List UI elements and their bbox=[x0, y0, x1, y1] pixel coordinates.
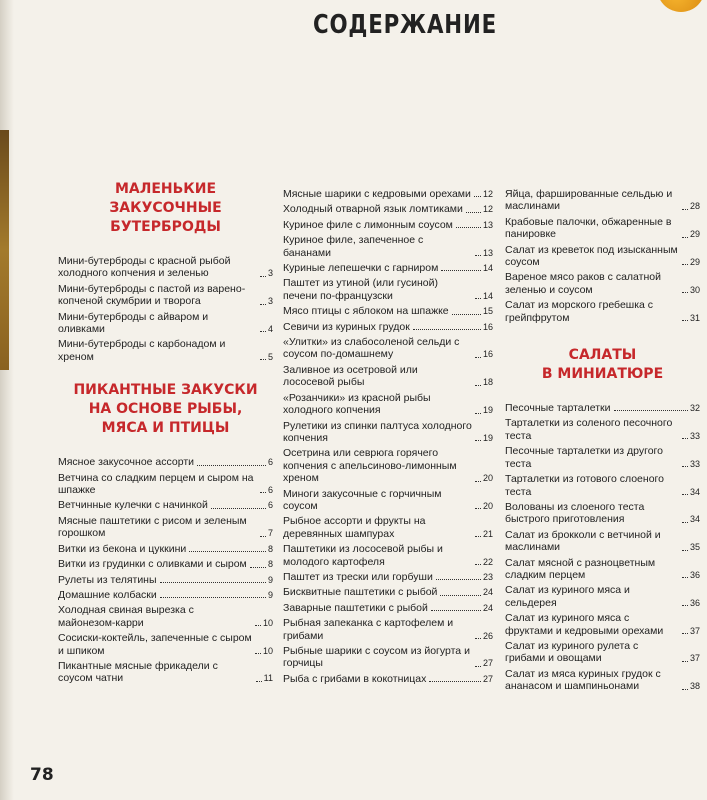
toc-entry bbox=[283, 364, 493, 389]
toc-entry-title: Паштетики из лососевой рыбы и молодого картофеля bbox=[283, 543, 443, 568]
toc-entry-page: 5 bbox=[267, 351, 273, 362]
toc-entry bbox=[283, 488, 493, 513]
toc-entry bbox=[283, 543, 493, 568]
dot-leader bbox=[260, 536, 266, 537]
toc-entry-page: 15 bbox=[482, 306, 493, 317]
toc-entry-title: Осетрина или севрюга горячего копчения с апельсиново-лимонным хреном bbox=[283, 447, 457, 485]
toc-entry-page: 32 bbox=[689, 403, 700, 414]
dot-leader bbox=[440, 595, 481, 596]
toc-entry-title: Сосиски-коктейль, запеченные с сыром и шпиком bbox=[58, 632, 252, 657]
toc-entry bbox=[505, 244, 700, 269]
toc-entry-page: 29 bbox=[689, 257, 700, 268]
toc-entry-title: Волованы из слоеного теста быстрого приготовления bbox=[505, 500, 645, 526]
toc-entry bbox=[58, 283, 273, 308]
dot-leader bbox=[441, 270, 481, 271]
dot-leader bbox=[475, 536, 481, 537]
dot-leader bbox=[682, 466, 688, 467]
toc-entry bbox=[283, 602, 493, 614]
dot-leader bbox=[475, 385, 481, 386]
toc-list-spicy-snacks bbox=[58, 456, 273, 685]
dot-leader bbox=[682, 438, 688, 439]
toc-entry bbox=[505, 529, 700, 554]
dot-leader bbox=[475, 564, 481, 565]
toc-entry-page: 27 bbox=[482, 673, 493, 684]
toc-entry-title: Мини-бутерброды с айваром и оливками bbox=[58, 310, 209, 336]
page-title: СОДЕРЖАНИЕ bbox=[312, 10, 497, 40]
toc-entry bbox=[58, 456, 273, 468]
toc-entry-page: 11 bbox=[263, 673, 273, 684]
toc-entry bbox=[505, 188, 700, 213]
toc-entry-page: 10 bbox=[262, 617, 273, 628]
toc-entry-title: Ветчина со сладким перцем и сыром на шпажке bbox=[58, 471, 254, 497]
toc-entry-title: Рыбные шарики с соусом из йогурта и горчицы bbox=[283, 645, 470, 670]
toc-entry-title: Салат мясной с разноцветным сладким перцем bbox=[505, 556, 656, 581]
toc-entry-title: Крабовые палочки, обжаренные в панировке bbox=[505, 215, 672, 241]
toc-entry bbox=[505, 473, 700, 498]
toc-entry-title: Песочные тарталетки из другого теста bbox=[505, 445, 663, 470]
page-number: 78 bbox=[30, 765, 54, 785]
toc-entry-page: 3 bbox=[267, 296, 273, 307]
toc-entry bbox=[283, 447, 493, 484]
toc-entry-title: Паштет из трески или горбуши bbox=[283, 570, 433, 583]
section-heading-spicy-snacks: ПИКАНТНЫЕ ЗАКУСКИ НА ОСНОВЕ РЫБЫ, МЯСА И ПТИЦЫ bbox=[73, 382, 258, 437]
toc-entry-title: Рыбная запеканка с картофелем и грибами bbox=[283, 617, 454, 642]
toc-entry-title: Яйца, фаршированные сельдью и маслинами bbox=[505, 188, 673, 213]
toc-entry bbox=[58, 472, 273, 497]
dot-leader bbox=[475, 440, 481, 441]
toc-entry-page: 6 bbox=[267, 457, 273, 468]
toc-entry-title: Салат из куриного мяса и сельдерея bbox=[505, 584, 630, 609]
toc-entry bbox=[283, 336, 493, 361]
section-heading-mini-salads: САЛАТЫ В МИНИАТЮРЕ bbox=[541, 347, 664, 383]
toc-entry bbox=[505, 668, 700, 693]
toc-entry-page: 20 bbox=[482, 473, 493, 484]
toc-list-mini-salads bbox=[505, 402, 700, 693]
toc-entry-title: Рулеты из телятины bbox=[58, 573, 157, 586]
dot-leader bbox=[475, 666, 481, 667]
toc-entry-title: Домашние колбаски bbox=[58, 588, 157, 601]
dot-leader bbox=[682, 633, 688, 634]
dot-leader bbox=[475, 413, 481, 414]
toc-entry bbox=[283, 262, 493, 274]
toc-entry bbox=[283, 321, 493, 333]
toc-entry bbox=[58, 589, 273, 601]
toc-entry-title: Куриное филе с лимонным соусом bbox=[283, 218, 453, 231]
toc-entry-page: 14 bbox=[482, 290, 493, 301]
dot-leader bbox=[682, 264, 688, 265]
toc-entry-page: 12 bbox=[482, 204, 493, 215]
toc-entry bbox=[58, 632, 273, 657]
toc-entry bbox=[283, 305, 493, 317]
toc-entry-title: Мини-бутерброды с пастой из варено-копченой скумбрии и творога bbox=[58, 282, 246, 308]
toc-entry-title: Мини-бутерброды с красной рыбой холодного копчения и зеленью bbox=[58, 255, 231, 280]
toc-entry-page: 7 bbox=[267, 528, 273, 539]
toc-entry-page: 9 bbox=[267, 589, 273, 600]
toc-entry bbox=[505, 557, 700, 582]
section-heading-mini-sandwiches: МАЛЕНЬКИЕ ЗАКУСОЧНЫЕ БУТЕРБРОДЫ bbox=[109, 181, 222, 235]
dot-leader bbox=[682, 550, 688, 551]
toc-entry bbox=[505, 640, 700, 665]
toc-entry bbox=[283, 586, 493, 598]
toc-entry bbox=[283, 234, 493, 259]
toc-entry-title: Рулетики из спинки палтуса холодного копчения bbox=[283, 419, 472, 444]
dot-leader bbox=[682, 577, 688, 578]
toc-entry-title: Салат из брокколи с ветчиной и маслинами bbox=[505, 528, 661, 554]
dot-leader bbox=[431, 610, 481, 611]
dot-leader bbox=[189, 551, 266, 552]
dot-leader bbox=[160, 582, 266, 583]
dot-leader bbox=[255, 625, 261, 626]
dot-leader bbox=[211, 508, 266, 509]
toc-entry-page: 28 bbox=[689, 201, 700, 212]
dot-leader bbox=[682, 494, 688, 495]
toc-entry-page: 8 bbox=[267, 543, 273, 554]
toc-entry-title: Мясное закусочное ассорти bbox=[58, 456, 194, 469]
toc-entry bbox=[505, 584, 700, 609]
toc-entry-title: Миноги закусочные с горчичным соусом bbox=[283, 487, 442, 512]
toc-column-3 bbox=[505, 188, 700, 696]
toc-entry-page: 27 bbox=[482, 658, 493, 669]
toc-entry-title: Заварные паштетики с рыбой bbox=[283, 601, 428, 614]
toc-entry-title: Мясо птицы с яблоком на шпажке bbox=[283, 305, 449, 318]
toc-entry-title: Пикантные мясные фрикадели с соусом чатни bbox=[58, 659, 218, 685]
toc-entry-title: Витки из бекона и цуккини bbox=[58, 542, 187, 555]
toc-entry-page: 30 bbox=[689, 284, 700, 295]
toc-entry bbox=[505, 417, 700, 442]
page-binding-shadow bbox=[0, 0, 14, 800]
toc-entry-page: 19 bbox=[482, 432, 493, 443]
toc-entry bbox=[505, 271, 700, 296]
toc-entry-page: 13 bbox=[482, 247, 493, 258]
toc-entry-title: «Розанчики» из красной рыбы холодного копчения bbox=[283, 391, 431, 417]
toc-entry bbox=[283, 571, 493, 583]
toc-entry-title: Салат из морского гребешка с грейпфрутом bbox=[505, 299, 654, 324]
dot-leader bbox=[682, 661, 688, 662]
toc-entry-page: 31 bbox=[689, 312, 700, 323]
dot-leader bbox=[413, 329, 481, 330]
toc-entry-title: Тарталетки из соленого песочного теста bbox=[505, 417, 673, 442]
toc-entry bbox=[58, 515, 273, 540]
toc-entry-page: 38 bbox=[689, 681, 700, 692]
toc-entry-title: Куриное филе, запеченное с бананами bbox=[283, 234, 424, 259]
dot-leader bbox=[436, 579, 481, 580]
dot-leader bbox=[260, 276, 266, 277]
toc-entry-page: 9 bbox=[267, 574, 273, 585]
toc-entry bbox=[505, 402, 700, 414]
toc-entry-title: Бисквитные паштетики с рыбой bbox=[283, 586, 438, 599]
toc-entry-page: 8 bbox=[267, 559, 273, 570]
toc-entry bbox=[58, 499, 273, 511]
toc-entry bbox=[283, 645, 493, 670]
dot-leader bbox=[682, 522, 688, 523]
toc-entry-title: Салат из куриного рулета с грибами и овощами bbox=[505, 639, 639, 665]
toc-entry-title: Витки из грудинки с оливками и сыром bbox=[58, 558, 247, 571]
toc-entry-page: 6 bbox=[267, 485, 273, 496]
toc-entry-page: 36 bbox=[689, 597, 700, 608]
toc-entry bbox=[283, 203, 493, 215]
toc-column-2 bbox=[283, 188, 493, 688]
toc-entry-title: Мясные шарики с кедровыми орехами bbox=[283, 188, 471, 200]
toc-entry bbox=[505, 216, 700, 241]
toc-entry bbox=[283, 188, 493, 200]
toc-entry-title: Заливное из осетровой или лососевой рыбы bbox=[283, 363, 418, 389]
dot-leader bbox=[466, 212, 481, 213]
toc-entry bbox=[505, 612, 700, 637]
toc-entry-page: 33 bbox=[689, 430, 700, 441]
toc-entry-page: 33 bbox=[689, 458, 700, 469]
toc-entry-page: 16 bbox=[482, 349, 493, 360]
toc-entry-page: 24 bbox=[482, 602, 493, 613]
toc-entry-page: 26 bbox=[482, 630, 493, 641]
dot-leader bbox=[682, 320, 688, 321]
toc-entry-page: 23 bbox=[482, 571, 493, 582]
toc-entry-title: Мясные паштетики с рисом и зеленым горошком bbox=[58, 514, 247, 540]
toc-entry-page: 4 bbox=[267, 324, 273, 335]
toc-entry bbox=[58, 660, 273, 685]
toc-entry-title: Куриные лепешечки с гарниром bbox=[283, 262, 439, 275]
toc-entry bbox=[505, 299, 700, 324]
dot-leader bbox=[260, 304, 266, 305]
dot-leader bbox=[474, 196, 481, 197]
toc-entry bbox=[58, 338, 273, 363]
toc-list-column-3-top bbox=[505, 188, 700, 324]
toc-entry-page: 14 bbox=[482, 263, 493, 274]
toc-entry-page: 37 bbox=[689, 653, 700, 664]
toc-entry bbox=[58, 311, 273, 336]
toc-entry bbox=[283, 420, 493, 445]
toc-entry-title: Мини-бутерброды с карбонадом и хреном bbox=[58, 338, 226, 363]
toc-entry-title: Вареное мясо раков с салатной зеленью и соусом bbox=[505, 271, 661, 296]
dot-leader bbox=[475, 481, 481, 482]
dot-leader bbox=[456, 227, 481, 228]
dot-leader bbox=[250, 567, 266, 568]
toc-entry bbox=[283, 277, 493, 302]
toc-entry-title: «Улитки» из слабосоленой сельди с соусом по-домашнему bbox=[283, 336, 460, 361]
toc-entry bbox=[58, 604, 273, 629]
toc-entry bbox=[58, 574, 273, 586]
dot-leader bbox=[255, 653, 261, 654]
toc-entry-page: 34 bbox=[689, 514, 700, 525]
toc-entry-page: 37 bbox=[689, 625, 700, 636]
toc-entry bbox=[283, 617, 493, 642]
dot-leader bbox=[475, 357, 481, 358]
toc-entry bbox=[58, 543, 273, 555]
toc-entry bbox=[58, 558, 273, 570]
toc-entry bbox=[283, 673, 493, 685]
binding-ribbon bbox=[0, 130, 9, 370]
toc-entry bbox=[505, 501, 700, 526]
dot-leader bbox=[452, 314, 481, 315]
toc-entry-page: 12 bbox=[482, 189, 493, 199]
toc-entry-page: 19 bbox=[482, 405, 493, 416]
toc-entry-title: Холодная свиная вырезка с майонезом-карри bbox=[58, 604, 194, 629]
toc-entry-page: 22 bbox=[482, 556, 493, 567]
toc-entry bbox=[283, 515, 493, 540]
dot-leader bbox=[256, 681, 262, 682]
toc-entry-title: Холодный отварной язык ломтиками bbox=[283, 203, 463, 216]
toc-entry-title: Рыбное ассорти и фрукты на деревянных шампурах bbox=[283, 515, 426, 540]
dot-leader bbox=[682, 605, 688, 606]
toc-entry-page: 16 bbox=[482, 321, 493, 332]
toc-entry-page: 6 bbox=[267, 500, 273, 511]
toc-list-column-2 bbox=[283, 188, 493, 685]
toc-entry-title: Салат из куриного мяса с фруктами и кедровыми орехами bbox=[505, 612, 664, 637]
dot-leader bbox=[475, 508, 481, 509]
dot-leader bbox=[614, 410, 688, 411]
dot-leader bbox=[682, 237, 688, 238]
toc-entry-page: 36 bbox=[689, 569, 700, 580]
toc-entry-title: Песочные тарталетки bbox=[505, 402, 611, 415]
toc-entry bbox=[283, 219, 493, 231]
toc-entry-title: Ветчинные кулечки с начинкой bbox=[58, 499, 208, 512]
toc-entry-title: Паштет из утиной (или гусиной) печени по-французски bbox=[283, 277, 439, 302]
toc-entry bbox=[58, 255, 273, 280]
dot-leader bbox=[260, 359, 266, 360]
toc-entry-title: Салат из креветок под изысканным соусом bbox=[505, 243, 678, 269]
toc-entry-page: 18 bbox=[482, 377, 493, 388]
dot-leader bbox=[682, 292, 688, 293]
dot-leader bbox=[429, 681, 481, 682]
toc-entry-title: Рыба с грибами в кокотницах bbox=[283, 672, 427, 685]
dot-leader bbox=[682, 689, 688, 690]
toc-column-1 bbox=[58, 180, 273, 688]
toc-list-mini-sandwiches bbox=[58, 255, 273, 363]
toc-entry-page: 35 bbox=[689, 542, 700, 553]
toc-entry-page: 20 bbox=[482, 500, 493, 511]
dot-leader bbox=[260, 331, 266, 332]
toc-entry bbox=[505, 445, 700, 470]
toc-entry bbox=[283, 392, 493, 417]
corner-decoration bbox=[657, 0, 705, 12]
dot-leader bbox=[475, 255, 481, 256]
toc-entry-page: 34 bbox=[689, 486, 700, 497]
toc-entry-page: 13 bbox=[482, 219, 493, 230]
dot-leader bbox=[260, 492, 266, 493]
toc-entry-title: Тарталетки из готового слоеного теста bbox=[505, 473, 664, 498]
dot-leader bbox=[160, 597, 266, 598]
dot-leader bbox=[475, 298, 481, 299]
toc-entry-title: Салат из мяса куриных грудок с ананасом и шампиньонами bbox=[505, 667, 661, 693]
dot-leader bbox=[475, 638, 481, 639]
toc-entry-page: 24 bbox=[482, 587, 493, 598]
dot-leader bbox=[682, 209, 688, 210]
dot-leader bbox=[197, 465, 266, 466]
toc-entry-title: Севичи из куриных грудок bbox=[283, 320, 410, 333]
toc-entry-page: 3 bbox=[267, 268, 273, 279]
toc-entry-page: 10 bbox=[262, 645, 273, 656]
toc-entry-page: 29 bbox=[689, 229, 700, 240]
toc-entry-page: 21 bbox=[482, 528, 493, 539]
